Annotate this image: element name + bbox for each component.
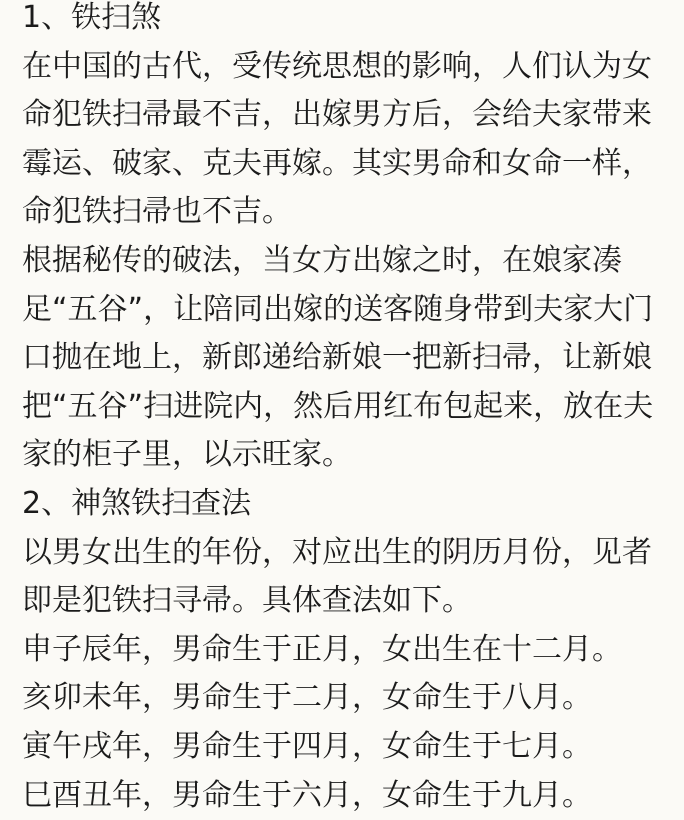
paragraph-line: 根据秘传的破法，当女方出嫁之时，在娘家凑 [22,237,672,286]
paragraph-line: 足“五谷”，让陪同出嫁的送客随身带到夫家大门 [22,286,672,335]
paragraph-line: 霉运、破家、克夫再嫁。其实男命和女命一样， [22,140,672,189]
article-body [22,0,672,820]
section-heading-2: 2、神煞铁扫查法 [22,480,672,529]
rule-line: 寅午戌年，男命生于四月，女命生于七月。 [22,723,672,772]
paragraph-line: 命犯铁扫帚也不吉。 [22,188,672,237]
rule-line: 巳酉丑年，男命生于六月，女命生于九月。 [22,772,672,820]
paragraph-line: 口抛在地上，新郎递给新娘一把新扫帚，让新娘 [22,334,672,383]
section-heading-1: 1、铁扫煞 [22,0,672,43]
paragraph-line: 命犯铁扫帚最不吉，出嫁男方后，会给夫家带来 [22,91,672,140]
paragraph-line: 家的柜子里，以示旺家。 [22,431,672,480]
rule-line: 亥卯未年，男命生于二月，女命生于八月。 [22,674,672,723]
paragraph-line: 把“五谷”扫进院内，然后用红布包起来，放在夫 [22,383,672,432]
paragraph-line: 在中国的古代，受传统思想的影响，人们认为女 [22,43,672,92]
paragraph-line: 即是犯铁扫寻帚。具体查法如下。 [22,577,672,626]
rule-line: 申子辰年，男命生于正月，女出生在十二月。 [22,626,672,675]
paragraph-line: 以男女出生的年份，对应出生的阴历月份，见者 [22,529,672,578]
